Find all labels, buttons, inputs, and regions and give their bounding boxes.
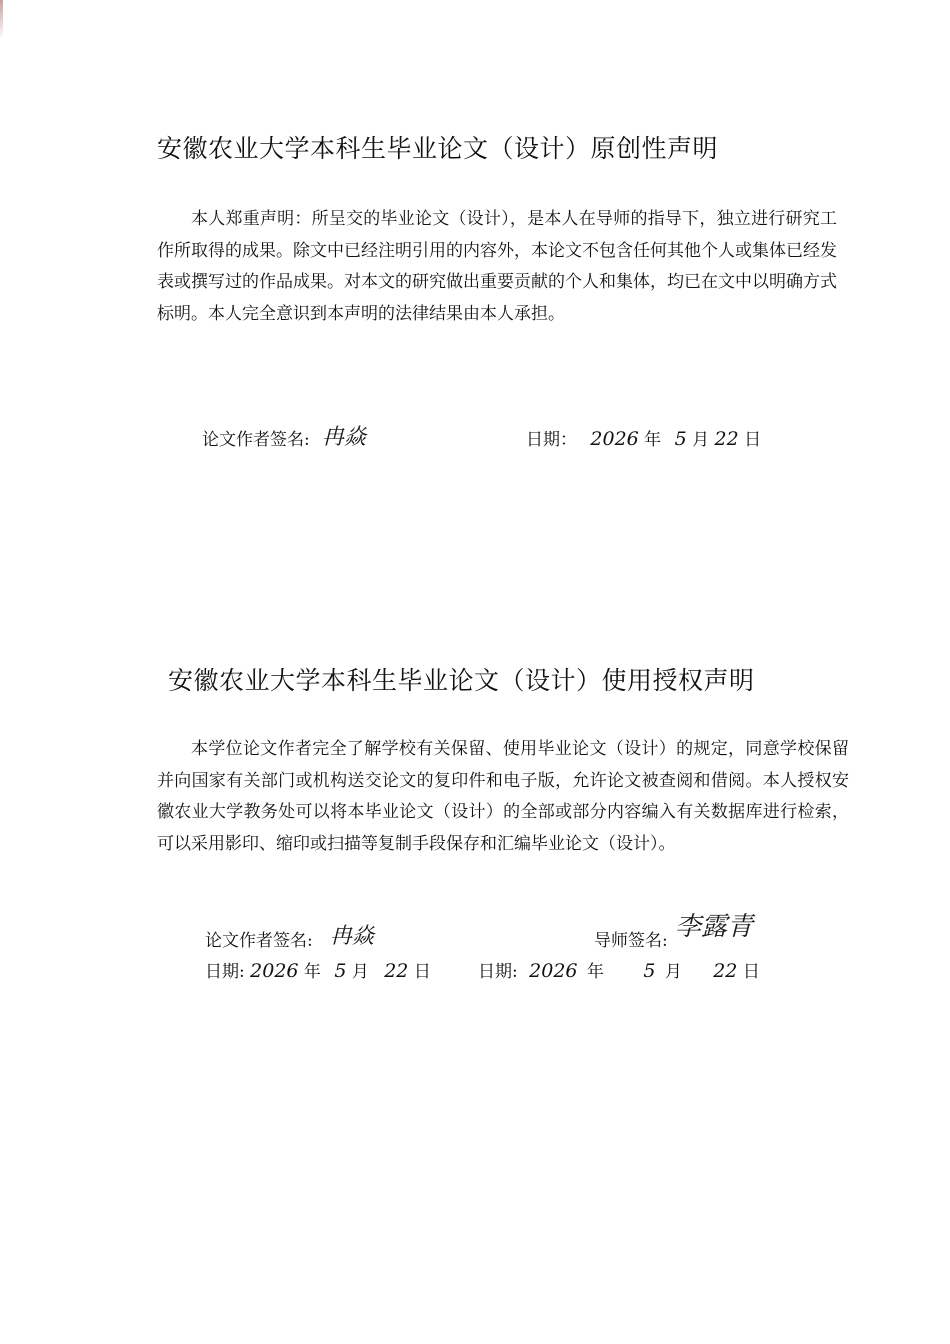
- supervisor-date-month: 5: [643, 960, 656, 982]
- day-unit: 日: [744, 430, 762, 450]
- supervisor-date-label: 日期:: [478, 962, 518, 982]
- date-label: 日期：: [526, 430, 577, 450]
- date-day: 22: [714, 428, 739, 450]
- author-signature-2: 冉焱: [330, 924, 375, 949]
- authorization-declaration-body: 本学位论文作者完全了解学校有关保留、使用毕业论文（设计）的规定，同意学校保留并向国家有关部门或机构送交论文的复印件和电子版，允许论文被查阅和借阅。本人授权安徽农业大学教务处可以将本毕业论文（设计）的全部或部分内容编入有关数据库进行检索，可以采用影印、缩印或扫描等复制手段保存和汇编毕业论文（设计）。: [157, 739, 849, 854]
- originality-declaration-body: 本人郑重声明：所呈交的毕业论文（设计），是本人在导师的指导下，独立进行研究工作所取得的成果。除文中已经注明引用的内容外，本论文不包含任何其他个人或集体已经发表或撰写过的作品成果。对本文的研究做出重要贡献的个人和集体，均已在文中以明确方式标明。本人完全意识到本声明的法律结果由本人承担。: [157, 209, 837, 324]
- supervisor-date-day: 22: [713, 960, 738, 982]
- supervisor-signature: 李露青: [675, 912, 754, 942]
- originality-declaration-title: 安徽农业大学本科生毕业论文（设计）原创性声明: [157, 134, 719, 163]
- author-date-label: 日期:: [205, 962, 245, 982]
- year-unit: 年: [644, 430, 662, 450]
- month-unit: 月: [692, 430, 710, 450]
- authorization-declaration-title: 安徽农业大学本科生毕业论文（设计）使用授权声明: [168, 666, 755, 695]
- supervisor-signature-label: 导师签名:: [594, 931, 668, 951]
- originality-date: [526, 425, 761, 450]
- author-signature: 冉焱: [322, 425, 367, 450]
- author-signature-label-2: 论文作者签名:: [205, 931, 313, 951]
- author-day-unit: 日: [413, 962, 431, 982]
- supervisor-year-unit: 年: [586, 962, 604, 982]
- supervisor-month-unit: 月: [664, 962, 682, 982]
- author-date-day: 22: [384, 960, 409, 982]
- author-month-unit: 月: [351, 962, 369, 982]
- supervisor-date-year: 2026: [529, 960, 578, 982]
- author-year-unit: 年: [303, 962, 321, 982]
- author-date: [205, 957, 431, 982]
- date-month: 5: [674, 428, 687, 450]
- author-signature-label: 论文作者签名:: [202, 430, 310, 450]
- page-edge-mark: [0, 0, 3, 40]
- author-date-month: 5: [334, 960, 347, 982]
- author-date-year: 2026: [250, 960, 299, 982]
- date-year: 2026: [590, 428, 639, 450]
- supervisor-date: [478, 957, 760, 982]
- supervisor-day-unit: 日: [742, 962, 760, 982]
